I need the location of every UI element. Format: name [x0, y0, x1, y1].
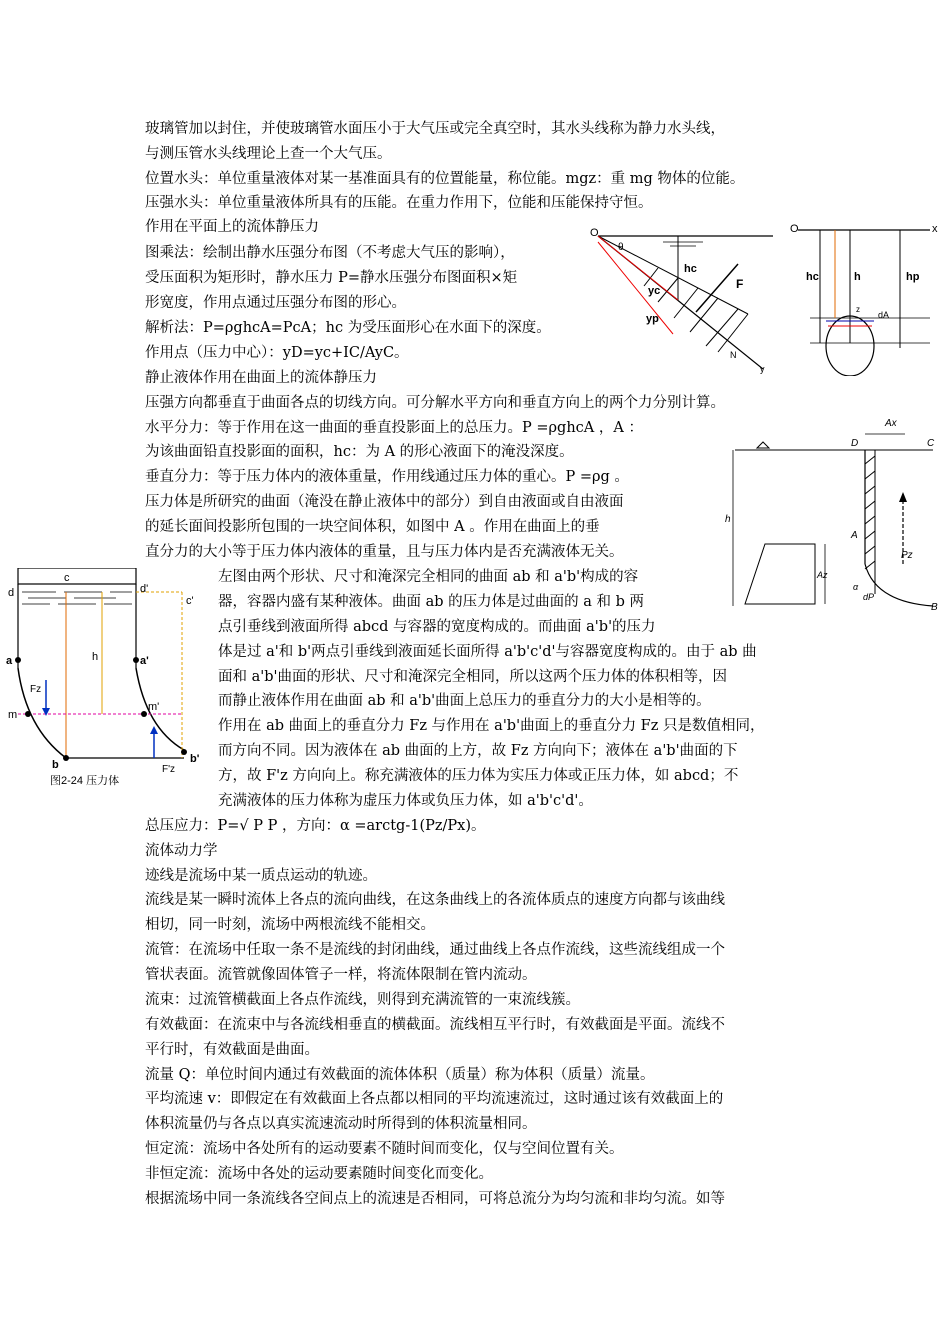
text-line: 图乘法：绘制出静水压强分布图（不考虑大气压的影响），: [145, 245, 515, 261]
text-line: 流线是某一瞬时流体上各点的流向曲线，在这条曲线上的各流体质点的速度方向都与该曲线: [145, 892, 725, 908]
fig-label: d: [8, 587, 15, 599]
fig-label: hc: [806, 271, 819, 283]
fig-label: Az: [817, 570, 828, 580]
figure-caption: 图2-24 压力体: [50, 775, 120, 787]
text-line: 充满液体的压力体称为虚压力体或负压力体，如 a'b'c'd'。: [218, 793, 593, 809]
text-line: 管状表面。流管就像固体管子一样，将流体限制在管内流动。: [145, 967, 537, 983]
fig-label: h: [854, 271, 861, 283]
text-line: 流量 Q：单位时间内通过有效截面的流体体积（质量）称为体积（质量）流量。: [145, 1067, 655, 1083]
text-line: 垂直分力：等于压力体内的液体重量，作用线通过压力体的重心。P =ρg 。: [145, 469, 629, 485]
text-line: 点引垂线到液面所得 abcd 与容器的宽度构成的。而曲面 a'b'的压力: [218, 619, 656, 635]
fig-label: yc: [648, 285, 661, 297]
fig-label: c': [186, 595, 194, 607]
text-line: 体是过 a'和 b'两点引垂线到液面延长面所得 a'b'c'd'与容器宽度构成的。由于 ab 曲: [218, 644, 757, 660]
text-line: 作用在 ab 曲面上的垂直分力 Fz 与作用在 a'b'曲面上的垂直分力 Fz 只是数值相同，: [218, 718, 765, 734]
text-line: 左图由两个形状、尺寸和淹深完全相同的曲面 ab 和 a'b'构成的容: [218, 569, 639, 585]
fig-label: x: [932, 223, 938, 235]
fig-label: O: [790, 223, 799, 235]
text-line: 与测压管水头线理论上查一个大气压。: [145, 146, 392, 162]
text-line: 体积流量仍与各点以真实流速流动时所得到的体积流量相同。: [145, 1116, 537, 1132]
text-line: 面和 a'b'曲面的形状、尺寸和淹深完全相同，所以这两个压力体的体积相等，因: [218, 669, 728, 685]
fig-label: Ax: [885, 418, 897, 429]
text-line: 压强方向都垂直于曲面各点的切线方向。可分解水平方向和垂直方向上的两个力分别计算。: [145, 395, 725, 411]
text-line: 静止液体作用在曲面上的流体静压力: [145, 370, 377, 386]
fig-label: a': [140, 655, 149, 667]
text-line: 总压应力：P=√ P P ，方向：α =arctg-1(Pz/Px)。: [145, 818, 486, 834]
text-line: 压强水头：单位重量液体所具有的压能。在重力作用下，位能和压能保持守恒。: [145, 195, 653, 211]
fig-label: N: [730, 350, 737, 360]
text-line: 而静止液体作用在曲面 ab 和 a'b'曲面上总压力的垂直分力的大小是相等的。: [218, 693, 711, 709]
text-line: 恒定流：流场中各处所有的运动要素不随时间而变化，仅与空间位置有关。: [145, 1141, 624, 1157]
text-line: 水平分力：等于作用在这一曲面的垂直投影面上的总压力。P =ρghcA ，A ：: [145, 420, 643, 436]
text-line: 流束：过流管横截面上各点作流线，则得到充满流管的一束流线簇。: [145, 992, 580, 1008]
fig-label: m': [148, 701, 160, 713]
text-line: 作用点（压力中心）：yD=yc+IC/AyC。: [145, 345, 409, 361]
text-line: 位置水头：单位重量液体对某一基准面具有的位置能量，称位能。mgz：重 mg 物体的位能。: [145, 171, 745, 187]
text-line: 相切，同一时刻，流场中两根流线不能相交。: [145, 917, 435, 933]
text-line: 为该曲面铅直投影面的面积，hc：为 A 的形心液面下的淹没深度。: [145, 444, 574, 460]
text-line: 直分力的大小等于压力体内液体的重量，且与压力体内是否充满液体无关。: [145, 544, 624, 560]
text-line: 器，容器内盛有某种液体。曲面 ab 的压力体是过曲面的 a 和 b 两: [218, 594, 645, 610]
fig-label: c: [64, 572, 70, 584]
fig-label: y: [760, 364, 765, 374]
fig-label: b: [52, 759, 59, 771]
text-line: 玻璃管加以封住，并使玻璃管水面压小于大气压或完全真空时，其水头线称为静力水头线，: [145, 121, 725, 137]
fig-label: F: [736, 277, 744, 291]
fig-label: m: [8, 709, 18, 721]
fig-label: C: [927, 438, 935, 449]
fig-label: θ: [618, 242, 624, 253]
fig-label: dA: [878, 310, 890, 320]
text-line: 而方向不同。因为液体在 ab 曲面的上方，故 Fz 方向向下；液体在 a'b'曲面的下: [218, 743, 738, 759]
text-line: 解析法：P=ρghcA=PcA；hc 为受压面形心在水面下的深度。: [145, 320, 551, 336]
fig-label: D: [851, 438, 859, 449]
fig-label: α: [853, 582, 859, 592]
text-line: 根据流场中同一条流线各空间点上的流速是否相同，可将总流分为均匀流和非均匀流。如等: [145, 1191, 725, 1207]
fig-label: Pz: [901, 550, 913, 561]
text-line: 迹线是流场中某一质点运动的轨迹。: [145, 868, 377, 884]
pressure-body-figure: [6, 568, 218, 790]
text-line: 流体动力学: [145, 843, 218, 859]
fig-label: A: [851, 530, 858, 541]
fig-label: hc: [684, 263, 697, 275]
fig-label: dP: [863, 592, 875, 602]
fig-label: b': [190, 753, 200, 765]
fig-label: O: [590, 227, 599, 239]
text-line: 形宽度，作用点通过压强分布图的形心。: [145, 295, 406, 311]
curved-surface-figure: [725, 414, 943, 614]
text-line: 作用在平面上的流体静压力: [145, 219, 319, 235]
fig-label: a: [6, 655, 13, 667]
section-figure: [790, 218, 942, 376]
text-line: 非恒定流：流场中各处的运动要素随时间变化而变化。: [145, 1166, 493, 1182]
text-line: 平均流速 v：即假定在有效截面上各点都以相同的平均流速流过，这时通过该有效截面上的: [145, 1091, 724, 1107]
fig-label: h: [725, 514, 731, 525]
text-line: 流管：在流场中任取一条不是流线的封闭曲线，通过曲线上各点作流线，这些流线组成一个: [145, 942, 725, 958]
text-line: 有效截面：在流束中与各流线相垂直的横截面。流线相互平行时，有效截面是平面。流线不: [145, 1017, 725, 1033]
fig-label: Fz: [30, 684, 42, 695]
fig-label: F'z: [162, 764, 176, 775]
fig-label: yp: [646, 313, 659, 325]
fig-label: d': [140, 583, 149, 595]
text-line: 受压面积为矩形时，静水压力 P=静水压强分布图面积×矩: [145, 270, 518, 286]
fig-label: hp: [906, 271, 920, 283]
text-line: 的延长面间投影所包围的一块空间体积，如图中 A 。作用在曲面上的垂: [145, 519, 600, 535]
text-line: 压力体是所研究的曲面（淹没在静止液体中的部分）到自由液面或自由液面: [145, 494, 624, 510]
text-line: 方，故 F'z 方向向上。称充满液体的压力体为实压力体或正压力体，如 abcd；不: [218, 768, 739, 784]
fig-label: B: [931, 602, 938, 613]
inclined-plane-figure: [588, 224, 778, 374]
text-line: 平行时，有效截面是曲面。: [145, 1042, 319, 1058]
fig-label: h: [92, 651, 99, 663]
fig-label: z: [856, 305, 860, 314]
